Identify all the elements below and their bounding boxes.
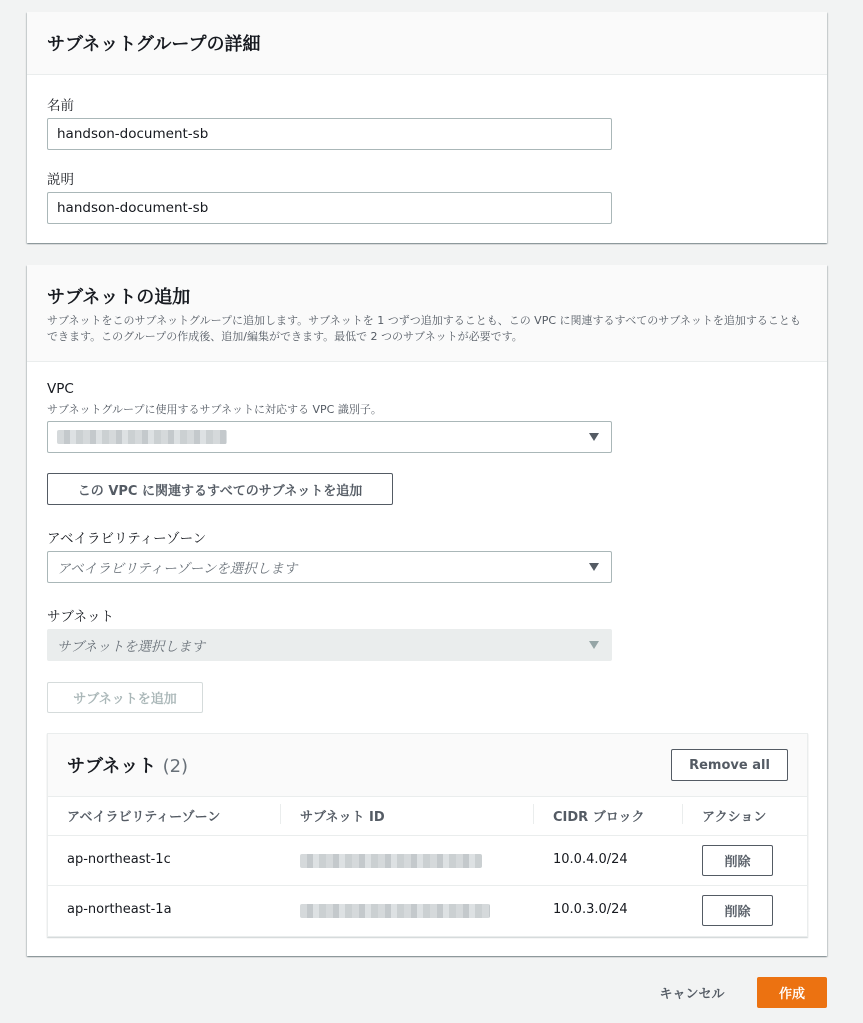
vpc-id-redacted — [57, 430, 227, 444]
column-header-az[interactable]: アベイラビリティーゾーン — [67, 810, 221, 825]
column-separator — [280, 804, 281, 824]
remove-all-button[interactable]: Remove all — [671, 749, 788, 781]
subnets-table — [47, 733, 808, 937]
table-row-az: ap-northeast-1c — [67, 852, 171, 867]
subnet-id-redacted — [300, 904, 490, 918]
add-subnets-title: サブネットの追加 — [47, 287, 191, 308]
table-divider — [48, 835, 807, 836]
table-row-az: ap-northeast-1a — [67, 902, 172, 917]
add-subnets-panel — [27, 265, 827, 956]
subnet-label: サブネット — [47, 609, 114, 625]
description-input[interactable]: handson-document-sb — [47, 192, 612, 224]
vpc-select[interactable] — [47, 421, 612, 453]
az-label: アベイラビリティーゾーン — [47, 531, 207, 547]
create-button[interactable]: 作成 — [757, 977, 827, 1008]
caret-down-icon — [589, 641, 599, 649]
column-separator — [682, 804, 683, 824]
caret-down-icon — [589, 563, 599, 571]
name-label: 名前 — [47, 98, 74, 114]
caret-down-icon — [589, 433, 599, 441]
column-header-subnet-id[interactable]: サブネット ID — [300, 810, 385, 825]
subnet-select[interactable] — [47, 629, 612, 661]
add-subnet-button[interactable]: サブネットを追加 — [47, 682, 203, 713]
add-subnets-header — [27, 265, 827, 362]
az-placeholder: アベイラビリティーゾーンを選択します — [57, 561, 298, 577]
vpc-label: VPC — [47, 381, 74, 397]
table-title — [67, 752, 188, 778]
subnet-id-redacted — [300, 854, 482, 868]
table-divider — [48, 796, 807, 797]
column-header-action: アクション — [702, 810, 767, 825]
table-title-text: サブネット — [67, 756, 157, 777]
vpc-description: サブネットグループに使用するサブネットに対応する VPC 識別子。 — [47, 403, 382, 416]
subnet-placeholder: サブネットを選択します — [57, 639, 205, 655]
column-separator — [533, 804, 534, 824]
details-header — [27, 12, 827, 75]
az-select[interactable] — [47, 551, 612, 583]
table-row-cidr: 10.0.4.0/24 — [553, 852, 628, 867]
delete-button[interactable]: 削除 — [702, 895, 773, 926]
table-row-cidr: 10.0.3.0/24 — [553, 902, 628, 917]
column-header-cidr[interactable]: CIDR ブロック — [553, 810, 645, 825]
name-input[interactable]: handson-document-sb — [47, 118, 612, 150]
details-title: サブネットグループの詳細 — [47, 34, 261, 55]
delete-button[interactable]: 削除 — [702, 845, 773, 876]
table-count: (2) — [162, 756, 189, 777]
cancel-button[interactable]: キャンセル — [659, 987, 725, 1002]
add-all-subnets-button[interactable]: この VPC に関連するすべてのサブネットを追加 — [47, 473, 393, 505]
details-panel — [27, 12, 827, 243]
table-divider — [48, 885, 807, 886]
add-subnets-description: サブネットをこのサブネットグループに追加します。サブネットを 1 つずつ追加することも、この VPC に関連するすべてのサブネットを追加することもできます。このグループの作成後、追加/編集ができます。最低で 2 つのサブネットが必要です。 — [47, 314, 801, 343]
description-label: 説明 — [47, 172, 74, 188]
